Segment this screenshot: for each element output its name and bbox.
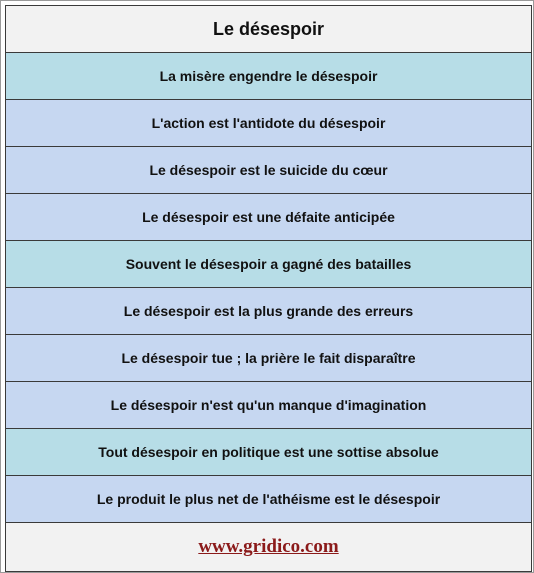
quote-table <box>5 5 532 572</box>
quote-row <box>6 429 532 476</box>
quote-text: Tout désespoir en politique est une sottise absolue <box>6 429 532 476</box>
quote-text: Le désespoir tue ; la prière le fait disparaître <box>6 335 532 382</box>
quote-row <box>6 147 532 194</box>
quote-text: Le produit le plus net de l'athéisme est le désespoir <box>6 476 532 523</box>
quote-row <box>6 335 532 382</box>
quote-row <box>6 241 532 288</box>
quote-row <box>6 194 532 241</box>
quote-row <box>6 53 532 100</box>
quote-row <box>6 100 532 147</box>
title-row <box>6 6 532 53</box>
site-link[interactable]: www.gridico.com <box>198 536 339 557</box>
quote-text: Le désespoir est la plus grande des erreurs <box>6 288 532 335</box>
footer-row <box>6 523 532 572</box>
quote-text: Le désespoir est une défaite anticipée <box>6 194 532 241</box>
quote-text: Le désespoir est le suicide du cœur <box>6 147 532 194</box>
footer-cell <box>6 523 532 572</box>
quote-row <box>6 288 532 335</box>
table-title: Le désespoir <box>6 6 532 53</box>
quote-text: Souvent le désespoir a gagné des batailles <box>6 241 532 288</box>
quote-text: Le désespoir n'est qu'un manque d'imagination <box>6 382 532 429</box>
quote-text: L'action est l'antidote du désespoir <box>6 100 532 147</box>
quote-row <box>6 476 532 523</box>
quote-text: La misère engendre le désespoir <box>6 53 532 100</box>
quote-row <box>6 382 532 429</box>
